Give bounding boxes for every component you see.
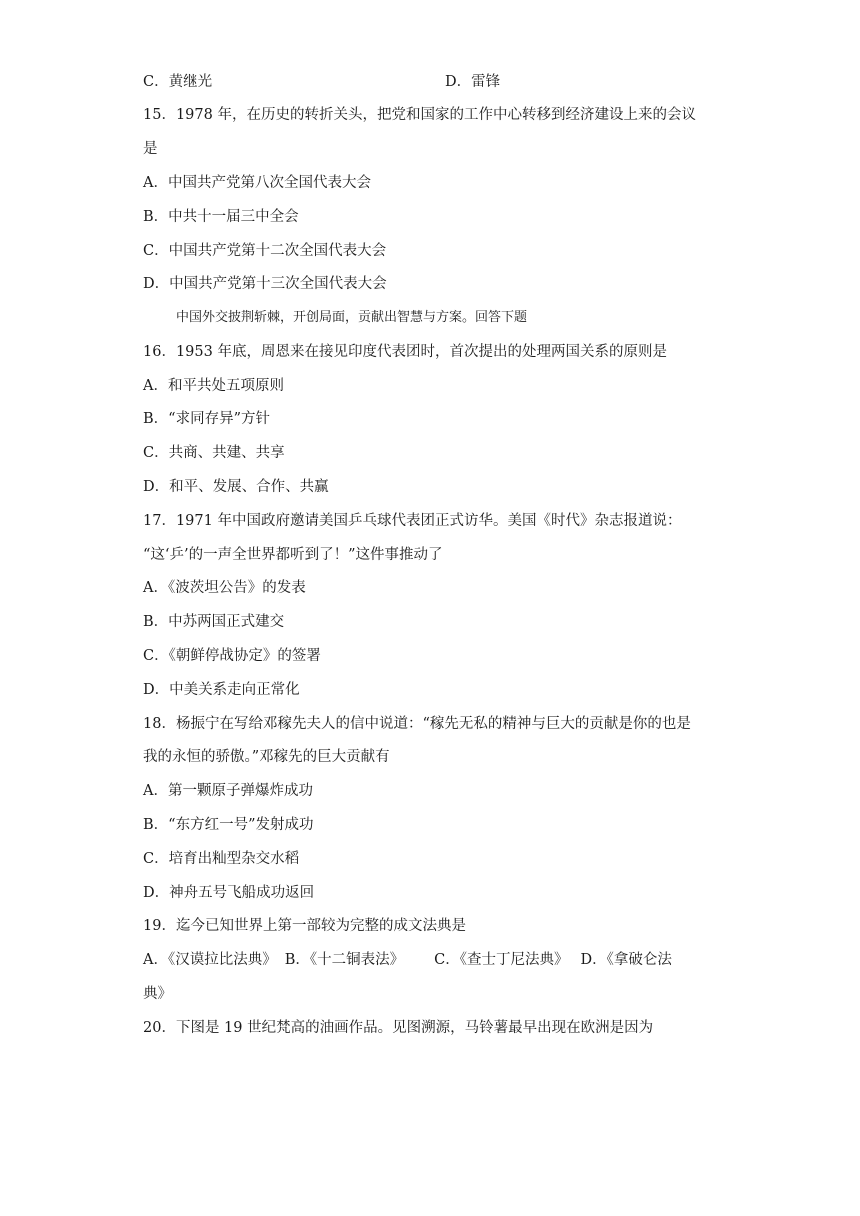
q18-stem-line2: 我的永恒的骄傲。”邓稼先的巨大贡献有 bbox=[143, 749, 390, 765]
q17-option-c: C．《朝鲜停战协定》的签署 bbox=[143, 648, 321, 664]
q16-option-d: D．和平、发展、合作、共赢 bbox=[143, 479, 329, 495]
q17-stem-line1: 17．1971 年中国政府邀请美国乒乓球代表团正式访华。美国《时代》杂志报道说： bbox=[143, 513, 682, 529]
q18-option-d: D．神舟五号飞船成功返回 bbox=[143, 885, 315, 901]
q17-option-b: B．中苏两国正式建交 bbox=[143, 614, 285, 630]
q15-option-a: A．中国共产党第八次全国代表大会 bbox=[143, 175, 371, 191]
q19-option-c: C．《查士丁尼法典》 bbox=[434, 952, 569, 968]
q14-option-c: C．黄继光 bbox=[143, 74, 213, 90]
q17-stem-line2: “这‘乒’的一声全世界都听到了！”这件事推动了 bbox=[143, 547, 443, 563]
q18-option-b: B．“东方红一号”发射成功 bbox=[143, 817, 314, 833]
q17-option-a: A．《波茨坦公告》的发表 bbox=[143, 580, 306, 596]
q18-option-a: A．第一颗原子弹爆炸成功 bbox=[143, 783, 313, 799]
q18-option-c: C．培育出籼型杂交水稻 bbox=[143, 851, 300, 867]
section-intro: 中国外交披荆斩棘，开创局面，贡献出智慧与方案。回答下题 bbox=[176, 310, 528, 325]
q15-option-d: D．中国共产党第十三次全国代表大会 bbox=[143, 276, 387, 292]
q19-options-row bbox=[143, 950, 672, 970]
q15-option-b: B．中共十一届三中全会 bbox=[143, 209, 299, 225]
q16-option-c: C．共商、共建、共享 bbox=[143, 445, 285, 461]
q15-stem-line1: 15．1978 年，在历史的转折关头，把党和国家的工作中心转移到经济建设上来的会议 bbox=[143, 107, 696, 123]
q19-option-d: D．《拿破仑法 bbox=[580, 952, 672, 968]
q19-option-b: B．《十二铜表法》 bbox=[284, 952, 405, 968]
q19-option-d-wrap: 典》 bbox=[143, 986, 172, 1002]
q15-option-c: C．中国共产党第十二次全国代表大会 bbox=[143, 243, 387, 259]
q14-option-d: D．雷锋 bbox=[445, 74, 501, 90]
q19-option-a: A．《汉谟拉比法典》 bbox=[143, 952, 277, 968]
q18-stem-line1: 18．杨振宁在写给邓稼先夫人的信中说道：“稼先无私的精神与巨大的贡献是你的也是 bbox=[143, 716, 691, 732]
q16-option-b: B．“求同存异”方针 bbox=[143, 411, 270, 427]
q16-option-a: A．和平共处五项原则 bbox=[143, 378, 284, 394]
q16-stem: 16．1953 年底，周恩来在接见印度代表团时，首次提出的处理两国关系的原则是 bbox=[143, 344, 667, 360]
q20-stem: 20．下图是 19 世纪梵高的油画作品。见图溯源，马铃薯最早出现在欧洲是因为 bbox=[143, 1020, 654, 1036]
q19-stem: 19．迄今已知世界上第一部较为完整的成文法典是 bbox=[143, 918, 466, 934]
q17-option-d: D．中美关系走向正常化 bbox=[143, 682, 300, 698]
q15-stem-line2: 是 bbox=[143, 141, 158, 157]
